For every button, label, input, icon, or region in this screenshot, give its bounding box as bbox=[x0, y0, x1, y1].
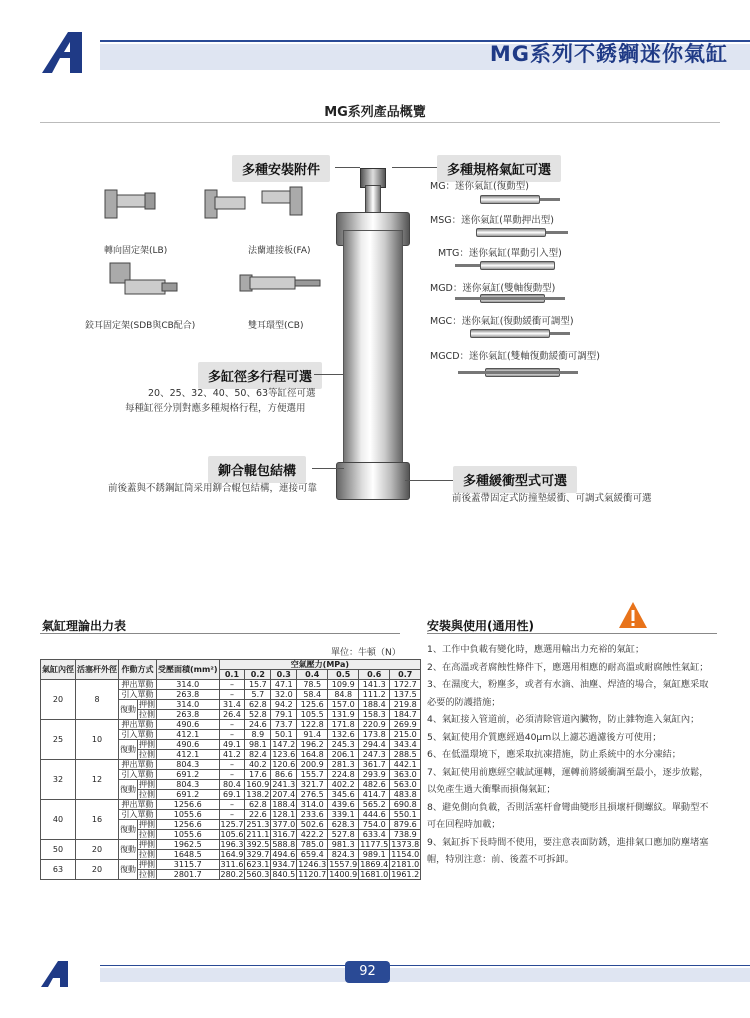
tag-cushion: 多種緩衝型式可選 bbox=[453, 466, 577, 493]
table-row bbox=[41, 760, 421, 770]
model-image bbox=[470, 329, 550, 338]
model-rod bbox=[546, 231, 568, 234]
cell-value: 263.8 bbox=[157, 710, 220, 720]
cell-value: 8.9 bbox=[245, 730, 271, 740]
cell-value: 2181.0 bbox=[391, 860, 420, 869]
cell-value: 62.8 bbox=[245, 700, 271, 710]
model-rod bbox=[455, 297, 565, 300]
cell-value: 17.6 bbox=[245, 770, 271, 780]
cell-value: 32.0 bbox=[271, 690, 297, 700]
cell-value: 879.6 bbox=[390, 820, 421, 830]
cell-action: 押出單動 bbox=[119, 680, 157, 690]
cell-action: 引入單動 bbox=[119, 730, 157, 740]
note-item: 3、在濕度大，粉塵多，或者有水滴、油塵、焊渣的場合，氣缸應采取 bbox=[427, 679, 709, 690]
note-item: 2、在高溫或者腐蝕性條件下，應選用相應的耐高溫或耐腐蝕性氣缸； bbox=[427, 661, 709, 673]
cell-value: 981.3 bbox=[328, 840, 359, 850]
warning-icon bbox=[618, 601, 648, 631]
cell-value: 15.7 bbox=[245, 680, 271, 690]
cell-value: 120.6 bbox=[272, 760, 296, 769]
note-item: 9、氣缸拆下長時間不使用，要注意表面防銹，進排氣口應加防塵堵塞 bbox=[427, 836, 709, 848]
cell-value: 361.7 bbox=[359, 760, 390, 770]
cell-value: 402.2 bbox=[328, 780, 359, 790]
cell-value: 311.6 bbox=[220, 860, 244, 869]
cell-value: 200.9 bbox=[297, 760, 328, 770]
cell-value: 1648.5 bbox=[157, 850, 220, 860]
table-row bbox=[41, 840, 421, 850]
cell-value: 293.9 bbox=[359, 770, 390, 780]
cell-value: 78.5 bbox=[297, 680, 328, 690]
cell-value: 247.3 bbox=[359, 750, 390, 760]
cell-value: 109.9 bbox=[328, 680, 359, 690]
section-rule bbox=[40, 633, 400, 634]
model-label: MTG：迷你氣缸(單動引入型) bbox=[438, 248, 562, 259]
cell-value: 1869.4 bbox=[360, 860, 389, 869]
tag-riveted: 鉚合輥包結構 bbox=[208, 456, 306, 483]
cell-action: 復動 bbox=[119, 780, 138, 800]
cell-action: 引入單動 bbox=[119, 770, 157, 780]
cell-side: 押側 bbox=[139, 740, 155, 749]
cell-value: 527.8 bbox=[328, 830, 359, 840]
cell-value: 3115.7 bbox=[157, 860, 220, 870]
cell-value: 280.2 bbox=[220, 870, 244, 879]
model-label: MSG：迷你氣缸(單動押出型) bbox=[430, 215, 555, 226]
th-pressure-value: 0.6 bbox=[359, 670, 390, 680]
cell-value: 316.7 bbox=[272, 830, 296, 839]
page-title: MG系列不銹鋼迷你氣缸 bbox=[489, 42, 728, 66]
cell-value: 690.8 bbox=[390, 800, 421, 810]
cell-side: 拉側 bbox=[139, 830, 155, 839]
model-label: MGC：迷你氣缸(復動緩衝可調型) bbox=[430, 316, 574, 327]
cell-value: 132.6 bbox=[328, 730, 359, 740]
cell-value: 50.1 bbox=[271, 730, 297, 740]
cell-value: – bbox=[219, 720, 245, 730]
cell-action: 復動 bbox=[119, 700, 138, 720]
table-row bbox=[41, 860, 421, 870]
table-row bbox=[41, 800, 421, 810]
cell-value: 219.8 bbox=[390, 700, 421, 710]
cell-value: 502.6 bbox=[297, 820, 328, 830]
model-image bbox=[480, 195, 540, 204]
cylinder-body bbox=[343, 230, 403, 480]
cell-value: 1055.6 bbox=[157, 830, 220, 840]
model-rod bbox=[540, 198, 560, 201]
page-number: 92 bbox=[345, 961, 390, 983]
cell-value: – bbox=[219, 730, 245, 740]
note-item: 5、氣缸使用介質應經過40μm以上濾芯過濾後方可使用； bbox=[427, 731, 662, 743]
cell-value: 343.4 bbox=[390, 740, 421, 750]
cell-value: 40.2 bbox=[245, 760, 271, 770]
brand-logo bbox=[40, 30, 100, 75]
cell-value: – bbox=[219, 690, 245, 700]
cell-rod: 12 bbox=[76, 760, 119, 800]
cell-value: 82.4 bbox=[245, 750, 271, 760]
cell-value: 691.2 bbox=[157, 770, 220, 780]
cell-value: 628.3 bbox=[328, 820, 359, 830]
accessory-label: 轉向固定架(LB) bbox=[104, 246, 168, 256]
cell-value: 263.8 bbox=[157, 690, 220, 700]
cell-value: 155.7 bbox=[297, 770, 328, 780]
cell-value: 164.9 bbox=[220, 850, 244, 859]
note-item: 4、氣缸接入管道前，必須清除管道內臟物，防止雜物進入氣缸內； bbox=[427, 714, 700, 725]
note-item: 帽，特別注意：前、後蓋不可拆卸。 bbox=[427, 854, 574, 865]
cell-bore: 20 bbox=[41, 680, 76, 720]
cell-rod: 20 bbox=[76, 860, 119, 880]
th-bore: 氣缸內徑 bbox=[41, 660, 76, 680]
cell-value: 439.6 bbox=[328, 800, 359, 810]
cell-value: 164.8 bbox=[297, 750, 328, 760]
cylinder-foot bbox=[336, 462, 410, 500]
cell-value: 111.2 bbox=[359, 690, 390, 700]
cell-value: 94.2 bbox=[271, 700, 297, 710]
clevis-sdb-image bbox=[100, 258, 190, 313]
leader-line bbox=[314, 374, 344, 375]
subtitle-rule bbox=[40, 122, 720, 123]
model-rod bbox=[455, 264, 480, 267]
footer-rule bbox=[100, 965, 750, 966]
cell-action: 復動 bbox=[119, 820, 138, 840]
cell-value: 392.5 bbox=[246, 840, 270, 849]
cell-value: 138.2 bbox=[246, 790, 270, 799]
cell-value: 1962.5 bbox=[157, 840, 220, 850]
cell-side: 拉側 bbox=[139, 790, 155, 799]
th-action: 作動方式 bbox=[119, 660, 157, 680]
cell-value: – bbox=[219, 680, 245, 690]
cell-value: 412.1 bbox=[157, 730, 220, 740]
cell-value: 785.0 bbox=[297, 840, 328, 850]
cell-value: 804.3 bbox=[157, 780, 220, 790]
cell-value: 49.1 bbox=[219, 740, 245, 750]
cell-value: 1961.2 bbox=[391, 870, 420, 879]
cell-value: 1373.8 bbox=[391, 840, 420, 849]
cell-value: 321.7 bbox=[297, 780, 328, 790]
model-image bbox=[480, 261, 555, 270]
cell-value: 171.8 bbox=[328, 720, 359, 730]
footer-logo bbox=[40, 960, 80, 988]
cell-value: 754.0 bbox=[359, 820, 390, 830]
cell-value: 565.2 bbox=[359, 800, 390, 810]
th-pressure: 空氣壓力(MPa) bbox=[219, 660, 421, 670]
cell-value: 173.8 bbox=[359, 730, 390, 740]
cell-value: – bbox=[219, 810, 245, 820]
leader-line bbox=[405, 480, 453, 481]
install-title: 安裝與使用(通用性) bbox=[427, 619, 534, 633]
cell-value: 422.2 bbox=[297, 830, 328, 840]
cell-value: 345.6 bbox=[328, 790, 359, 800]
cell-value: 131.9 bbox=[328, 710, 359, 720]
cell-value: 2801.7 bbox=[157, 870, 220, 880]
cell-value: 79.1 bbox=[271, 710, 297, 720]
cell-action: 押出單動 bbox=[119, 720, 157, 730]
model-rod bbox=[550, 332, 570, 335]
cell-value: 1177.5 bbox=[360, 840, 389, 849]
cell-value: 172.7 bbox=[390, 680, 421, 690]
model-label: MGCD：迷你氣缸(雙軸復動緩衝可調型) bbox=[430, 351, 600, 362]
tag-bores: 多缸徑多行程可選 bbox=[198, 362, 322, 389]
cell-value: 691.2 bbox=[157, 790, 220, 800]
cell-value: 137.5 bbox=[390, 690, 421, 700]
cell-rod: 10 bbox=[76, 720, 119, 760]
cell-bore: 32 bbox=[41, 760, 76, 800]
cell-value: 147.2 bbox=[272, 740, 296, 749]
tag-accessories: 多種安裝附件 bbox=[232, 155, 330, 182]
cell-value: 52.8 bbox=[245, 710, 271, 720]
cell-value: 86.6 bbox=[271, 770, 297, 780]
cell-value: 490.6 bbox=[157, 720, 220, 730]
cell-value: 294.4 bbox=[359, 740, 390, 750]
cell-value: 989.1 bbox=[359, 850, 390, 860]
cell-action: 押出單動 bbox=[119, 800, 157, 810]
cell-value: 196.3 bbox=[220, 840, 244, 849]
flange-fa-image bbox=[200, 185, 320, 225]
force-table bbox=[40, 659, 421, 880]
bracket-lb-image bbox=[100, 185, 160, 225]
cell-value: 47.1 bbox=[271, 680, 297, 690]
table-row bbox=[41, 720, 421, 730]
cell-value: 26.4 bbox=[219, 710, 245, 720]
cell-value: 251.3 bbox=[246, 820, 270, 829]
cell-value: 1120.7 bbox=[298, 870, 327, 879]
cell-value: 5.7 bbox=[245, 690, 271, 700]
cell-value: 245.3 bbox=[328, 740, 359, 750]
leader-line bbox=[312, 468, 344, 469]
cell-value: 31.4 bbox=[219, 700, 245, 710]
cell-value: 123.6 bbox=[272, 750, 296, 759]
cell-value: 840.5 bbox=[272, 870, 296, 879]
cell-value: 314.0 bbox=[157, 680, 220, 690]
cell-value: 824.3 bbox=[328, 850, 359, 860]
th-pressure-value: 0.4 bbox=[297, 670, 328, 680]
cell-bore: 63 bbox=[41, 860, 76, 880]
cell-value: 288.5 bbox=[390, 750, 421, 760]
cell-value: 41.2 bbox=[219, 750, 245, 760]
accessory-label: 法蘭連接板(FA) bbox=[248, 246, 311, 256]
cell-value: 494.6 bbox=[272, 850, 296, 859]
note-item: 6、在低溫環境下，應采取抗凍措施，防止系統中的水分凍結； bbox=[427, 749, 681, 760]
cell-action: 復動 bbox=[119, 840, 138, 860]
bores-desc: 每種缸徑分別對應多種規格行程，方便選用 bbox=[125, 403, 306, 414]
cell-value: 633.4 bbox=[359, 830, 390, 840]
leader-line bbox=[392, 167, 437, 168]
cell-action: 引入單動 bbox=[119, 690, 157, 700]
accessory-label: 鉸耳固定架(SDB與CB配合) bbox=[85, 321, 196, 331]
note-item: 7、氣缸使用前應經空載試運轉，運轉前將緩衝調至最小，逐步放鬆， bbox=[427, 766, 709, 778]
cell-value: 738.9 bbox=[390, 830, 421, 840]
cell-value: 560.3 bbox=[246, 870, 270, 879]
cell-bore: 25 bbox=[41, 720, 76, 760]
cell-side: 拉側 bbox=[139, 850, 155, 859]
cell-value: 1055.6 bbox=[157, 810, 220, 820]
cell-value: 269.9 bbox=[390, 720, 421, 730]
cell-value: 1256.6 bbox=[157, 800, 220, 810]
model-image bbox=[476, 228, 546, 237]
cell-value: 141.3 bbox=[359, 680, 390, 690]
cell-side: 押側 bbox=[139, 700, 155, 709]
cell-value: 563.0 bbox=[390, 780, 421, 790]
cell-value: 550.1 bbox=[390, 810, 421, 820]
section-subtitle: MG系列產品概覽 bbox=[324, 105, 426, 120]
bores-desc: 20、25、32、40、50、63等缸徑可選 bbox=[148, 388, 316, 399]
cell-side: 拉側 bbox=[139, 710, 155, 719]
cell-value: 73.7 bbox=[271, 720, 297, 730]
cell-value: 412.1 bbox=[157, 750, 220, 760]
cylinder-rod bbox=[365, 185, 381, 213]
cell-value: 314.0 bbox=[297, 800, 328, 810]
cell-bore: 40 bbox=[41, 800, 76, 840]
install-notes bbox=[427, 641, 708, 869]
cell-value: 62.8 bbox=[245, 800, 271, 810]
cell-value: – bbox=[219, 800, 245, 810]
unit-label: 單位：牛頓（N） bbox=[331, 648, 401, 658]
cell-value: 363.0 bbox=[390, 770, 421, 780]
cell-value: 196.2 bbox=[297, 740, 328, 750]
leader-line bbox=[335, 167, 360, 168]
note-item: 1、工作中負載有變化時，應選用輸出力充裕的氣缸； bbox=[427, 644, 645, 655]
cell-value: 1557.9 bbox=[329, 860, 358, 869]
cell-value: 490.6 bbox=[157, 740, 220, 750]
cell-value: 276.5 bbox=[297, 790, 328, 800]
cell-value: 158.3 bbox=[359, 710, 390, 720]
cell-value: 314.0 bbox=[157, 700, 220, 710]
cell-action: 押出單動 bbox=[119, 760, 157, 770]
cell-value: 160.9 bbox=[246, 780, 270, 789]
cell-value: 281.3 bbox=[328, 760, 359, 770]
cell-value: 377.0 bbox=[272, 820, 296, 829]
cell-value: 125.7 bbox=[220, 820, 244, 829]
th-pressure-value: 0.2 bbox=[245, 670, 271, 680]
cushion-desc: 前後蓋帶固定式防撞墊緩衝、可調式氣緩衝可選 bbox=[452, 493, 652, 504]
cell-value: 623.1 bbox=[246, 860, 270, 869]
cell-value: 188.4 bbox=[272, 800, 296, 809]
note-item: 以免產生過大衝擊而損傷氣缸； bbox=[427, 784, 556, 795]
note-item: 可在回程時加載； bbox=[427, 819, 501, 830]
cell-value: 442.1 bbox=[390, 760, 421, 770]
cell-value: 98.1 bbox=[245, 740, 271, 750]
cell-value: 444.6 bbox=[359, 810, 390, 820]
model-label: MG：迷你氣缸(復動型) bbox=[430, 181, 529, 192]
cell-value: 1154.0 bbox=[391, 850, 420, 859]
cell-value: 84.8 bbox=[328, 690, 359, 700]
cell-value: 233.6 bbox=[297, 810, 328, 820]
cell-value: 215.0 bbox=[390, 730, 421, 740]
cell-value: 69.1 bbox=[219, 790, 245, 800]
cell-value: 24.6 bbox=[245, 720, 271, 730]
cell-value: 211.1 bbox=[246, 830, 270, 839]
cell-value: – bbox=[219, 760, 245, 770]
cell-value: 105.6 bbox=[220, 830, 244, 839]
th-pressure-value: 0.1 bbox=[219, 670, 245, 680]
cell-value: 220.9 bbox=[359, 720, 390, 730]
cell-value: 184.7 bbox=[390, 710, 421, 720]
table-row bbox=[41, 680, 421, 690]
cell-value: 482.6 bbox=[359, 780, 390, 790]
cell-value: 1256.6 bbox=[157, 820, 220, 830]
note-item: 必要的防護措施； bbox=[427, 696, 501, 708]
cell-value: 125.6 bbox=[297, 700, 328, 710]
cell-value: – bbox=[219, 770, 245, 780]
cell-side: 押側 bbox=[139, 820, 155, 829]
cell-side: 押側 bbox=[139, 780, 155, 789]
cell-bore: 50 bbox=[41, 840, 76, 860]
footer-band bbox=[100, 968, 750, 982]
cell-value: 1681.0 bbox=[360, 870, 389, 879]
cell-value: 58.4 bbox=[297, 690, 328, 700]
cell-value: 105.5 bbox=[297, 710, 328, 720]
riveted-desc: 前後蓋與不銹鋼缸筒采用鉚合輥包結構，連接可靠 bbox=[108, 483, 318, 494]
cell-value: 207.4 bbox=[272, 790, 296, 799]
cell-value: 206.1 bbox=[328, 750, 359, 760]
cell-rod: 16 bbox=[76, 800, 119, 840]
cell-value: 588.8 bbox=[272, 840, 296, 849]
cell-rod: 8 bbox=[76, 680, 119, 720]
section-rule bbox=[427, 633, 717, 634]
cell-action: 復動 bbox=[119, 740, 138, 760]
th-pressure-value: 0.5 bbox=[328, 670, 359, 680]
cell-value: 1400.9 bbox=[329, 870, 358, 879]
th-area: 受壓面積(mm²) bbox=[157, 660, 220, 680]
cell-value: 188.4 bbox=[359, 700, 390, 710]
cell-value: 329.7 bbox=[246, 850, 270, 859]
cell-value: 483.8 bbox=[390, 790, 421, 800]
model-rod bbox=[458, 371, 578, 374]
cell-value: 128.1 bbox=[272, 810, 296, 819]
cell-side: 押側 bbox=[139, 840, 155, 849]
th-pressure-value: 0.7 bbox=[390, 670, 421, 680]
cell-value: 1246.3 bbox=[298, 860, 327, 869]
cell-value: 339.1 bbox=[328, 810, 359, 820]
cell-value: 414.7 bbox=[359, 790, 390, 800]
cell-value: 22.6 bbox=[245, 810, 271, 820]
cell-value: 934.7 bbox=[272, 860, 296, 869]
force-table-title: 氣缸理論出力表 bbox=[42, 619, 127, 633]
cell-side: 拉側 bbox=[139, 750, 155, 759]
accessory-label: 雙耳環型(CB) bbox=[248, 321, 304, 331]
cell-value: 80.4 bbox=[219, 780, 245, 790]
cell-value: 224.8 bbox=[328, 770, 359, 780]
cell-value: 91.4 bbox=[297, 730, 328, 740]
cell-value: 241.3 bbox=[272, 780, 296, 789]
model-label: MGD：迷你氣缸(雙軸復動型) bbox=[430, 283, 556, 294]
cell-value: 804.3 bbox=[157, 760, 220, 770]
note-item: 8、避免側向負載，否則活塞杆會彎曲變形且損壞杆側螺紋。單動型不 bbox=[427, 801, 709, 813]
th-pressure-value: 0.3 bbox=[271, 670, 297, 680]
cell-value: 122.8 bbox=[297, 720, 328, 730]
cell-value: 157.0 bbox=[328, 700, 359, 710]
cell-side: 拉側 bbox=[139, 870, 155, 879]
cell-side: 押側 bbox=[139, 860, 155, 869]
cell-rod: 20 bbox=[76, 840, 119, 860]
th-rod: 活塞杆外徑 bbox=[76, 660, 119, 680]
double-clevis-cb-image bbox=[235, 265, 325, 310]
tag-specs: 多種規格氣缸可選 bbox=[437, 155, 561, 182]
cell-action: 引入單動 bbox=[119, 810, 157, 820]
cell-action: 復動 bbox=[119, 860, 138, 880]
cell-value: 659.4 bbox=[297, 850, 328, 860]
